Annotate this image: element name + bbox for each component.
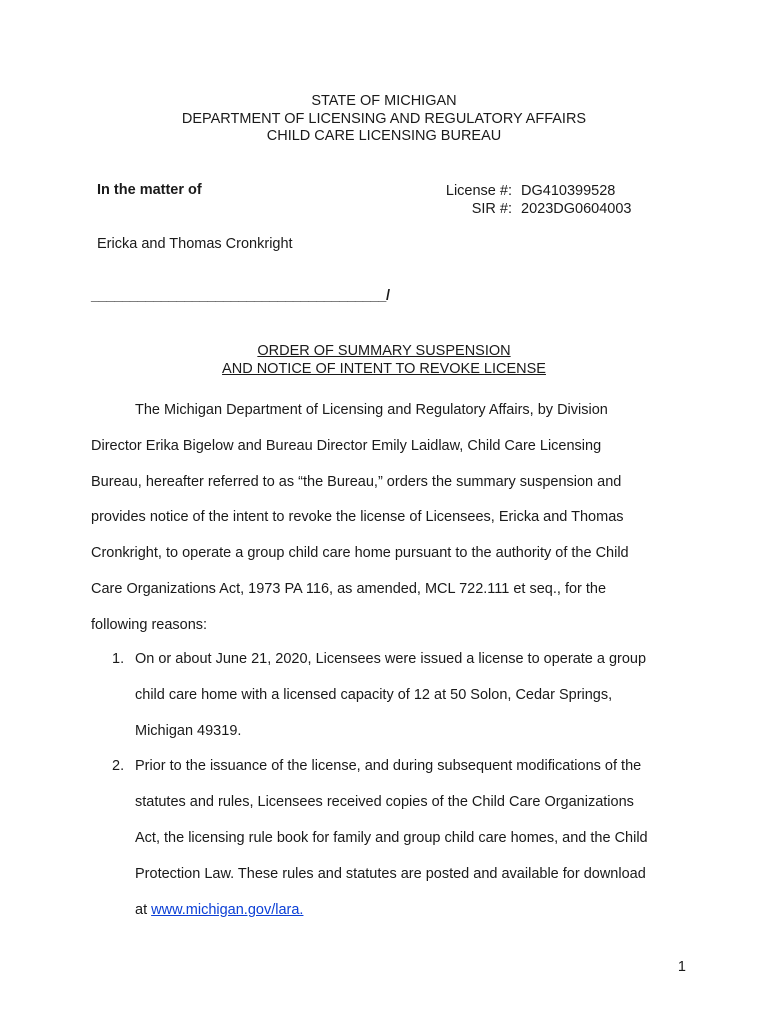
caption-signature-line: ______________________________________/ xyxy=(91,288,390,304)
list-item-number: 2. xyxy=(112,758,125,775)
sir-value: 2023DG0604003 xyxy=(521,201,632,217)
order-title xyxy=(0,343,768,378)
order-title-line1: ORDER OF SUMMARY SUSPENSION xyxy=(257,343,511,359)
matter-label: In the matter of xyxy=(97,182,202,198)
party-names: Ericka and Thomas Cronkright xyxy=(97,236,293,252)
intro-line: provides notice of the intent to revoke the license of Licensees, Ericka and Thomas xyxy=(91,509,624,526)
reasons-list xyxy=(91,642,691,928)
list-item-line: Prior to the issuance of the license, and during subsequent modifications of the xyxy=(135,758,642,775)
intro-line: following reasons: xyxy=(91,616,208,633)
lara-website-link[interactable]: www.michigan.gov/lara. xyxy=(151,901,304,918)
license-value: DG410399528 xyxy=(521,183,616,199)
list-item-number: 1. xyxy=(112,651,125,667)
header-department: DEPARTMENT OF LICENSING AND REGULATORY AFFAIRS xyxy=(181,110,587,127)
order-title-line2: AND NOTICE OF INTENT TO REVOKE LICENSE xyxy=(222,360,546,377)
list-item-line: statutes and rules, Licensees received copies of the Child Care Organizations xyxy=(135,794,634,811)
intro-line: Care Organizations Act, 1973 PA 116, as amended, MCL 722.111 et seq., for the xyxy=(91,580,607,597)
header-bureau: CHILD CARE LICENSING BUREAU xyxy=(266,128,502,144)
list-item-line: On or about June 21, 2020, Licensees were issued a license to operate a group xyxy=(135,651,647,667)
list-item-line: child care home with a licensed capacity of 12 at 50 Solon, Cedar Springs, xyxy=(135,686,613,703)
list-item-line: Protection Law. These rules and statutes are posted and available for download xyxy=(135,865,646,882)
license-label: License #: xyxy=(445,183,512,199)
list-item-line: Michigan 49319. xyxy=(135,722,242,739)
sir-row xyxy=(400,200,640,218)
license-row xyxy=(400,182,640,200)
list-item xyxy=(91,749,691,928)
sir-label: SIR #: xyxy=(471,201,512,217)
intro-paragraph xyxy=(91,393,681,644)
link-prefix: at xyxy=(135,901,152,918)
header-state: STATE OF MICHIGAN xyxy=(311,93,457,109)
list-item-last-line xyxy=(135,893,691,929)
intro-line: Cronkright, to operate a group child care home pursuant to the authority of the Child xyxy=(91,545,629,562)
intro-line: Director Erika Bigelow and Bureau Director Emily Laidlaw, Child Care Licensing xyxy=(91,437,602,454)
page-number: 1 xyxy=(677,959,686,975)
list-item-line: Act, the licensing rule book for family and group child care homes, and the Child xyxy=(135,829,648,846)
license-block xyxy=(400,182,640,218)
intro-line: The Michigan Department of Licensing and Regulatory Affairs, by Division xyxy=(135,402,608,418)
list-item xyxy=(91,642,691,749)
document-header xyxy=(0,93,768,146)
intro-line: Bureau, hereafter referred to as “the Bureau,” orders the summary suspension and xyxy=(91,473,622,490)
